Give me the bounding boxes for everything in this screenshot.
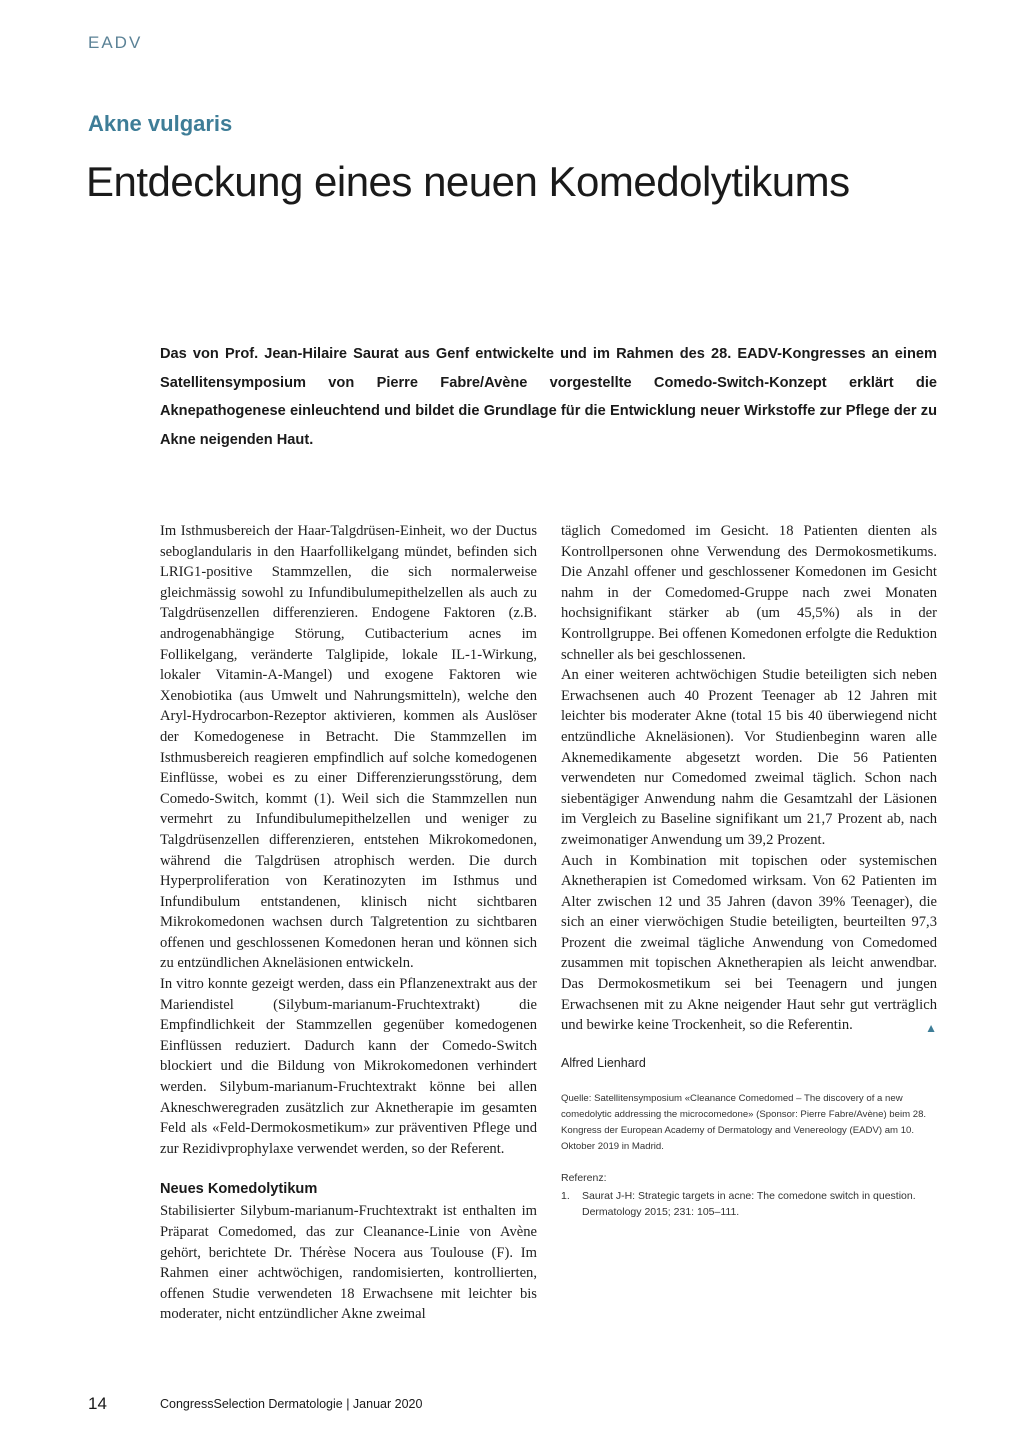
- right-column: [561, 521, 937, 1220]
- references-heading: Referenz:: [561, 1171, 607, 1184]
- body-paragraph: Im Isthmusbereich der Haar-Talgdrüsen-Einheit, wo der Ductus seboglandularis in den Haarfollikelgang mündet, befinden sich LRIG1-positive Stammzellen, die sich normalerweise gleichmässig sowohl zu Infundibulumepithelzellen als auch zu Talgdrüsenzellen differenzieren. Endogene Faktoren (z.B. androgenabhängige Störung, Cutibacterium acnes im Follikelgang, veränderte Talglipide, lokale IL-1-Wirkung, lokaler Vitamin-A-Mangel) und exogene Faktoren wie Xenobiotika (aus Umwelt und Nahrungsmitteln), welche den Aryl-Hydrocarbon-Rezeptor aktivieren, kommen als Auslöser der Komedogenese in Betracht. Die Stammzellen im Isthmusbereich reagieren empfindlich auf solche komedogenen Einflüsse, wobei es zu einer Differenzierungsstörung, dem Comedo-Switch, kommt (1). Weil sich die Stammzellen nun vermehrt zu Infundibulumepithelzellen und weniger zu Talgdrüsenzellen differenzieren, entstehen Mikrokomedonen, während die Talgdrüsen atrophisch werden. Die durch Hyperproliferation von Keratinozyten im Isthmus und Infundibulum entstandenen, klinisch nicht sichtbaren Mikrokomedonen wachsen durch Talgretention zu sichtbaren offenen und geschlossenen Komedonen heran und können sich zu entzündlichen Akneläsionen entwickeln.: [160, 523, 537, 972]
- body-paragraph-text: Auch in Kombination mit topischen oder systemischen Aknetherapien ist Comedomed wirksam. Von 62 Patienten im Alter zwischen 12 und 35 Jahren (davon 39% Teenager), die sich an einer vierwöchigen Studie beteiligten, beurteilten 97,3 Prozent die zweimal tägliche Anwendung von Comedomed zusammen mit topischen Aknetherapien als leicht anwendbar. Das Dermokosmetikum sei bei Teenagern und jungen Erwachsenen mit zu Akne neigender Haut sehr gut verträglich und bewirke keine Trockenheit, so die Referentin.: [561, 852, 937, 1034]
- body-paragraph: Stabilisierter Silybum-marianum-Fruchtextrakt ist enthalten im Präparat Comedomed, das zur Cleanance-Linie von Avène gehört, berichtete Dr. Thérèse Nocera aus Toulouse (F). Im Rahmen einer achtwöchigen, randomisierten, kontrollierten, offenen Studie verwendeten 18 Erwachsene mit leichter bis moderater, nicht entzündlicher Akne zweimal: [160, 1203, 537, 1323]
- body-paragraph-continued: täglich Comedomed im Gesicht. 18 Patienten dienten als Kontrollpersonen ohne Verwendung des Dermokosmetikums. Die Anzahl offener und geschlossener Komedonen im Gesicht nahm in der Comedomed-Gruppe nach zwei Monaten hochsignifikant stärker ab (um 45,5%) als in der Kontrollgruppe. Bei offenen Komedonen erfolgte die Reduktion schneller als bei geschlossenen.: [561, 523, 937, 663]
- body-paragraph: [561, 851, 937, 1036]
- end-triangle-icon: ▲: [925, 1021, 937, 1036]
- reference-number: 1.: [561, 1189, 570, 1202]
- lead-paragraph: Das von Prof. Jean-Hilaire Saurat aus Genf entwickelte und im Rahmen des 28. EADV-Kongresses an einem Satellitensymposium von Pierre Fabre/Avène vorgestellte Comedo-Switch-Konzept erklärt die Aknepathogenese einleuchtend und bildet die Grundlage für die Entwicklung neuer Wirkstoffe zur Pflege der zu Akne neigenden Haut.: [160, 346, 937, 448]
- page-number: 14: [88, 1394, 107, 1413]
- reference-text: Saurat J-H: Strategic targets in acne: The comedone switch in question. Dermatology 2015; 231: 105–111.: [582, 1189, 916, 1218]
- publication-footer: CongressSelection Dermatologie | Januar 2020: [160, 1397, 423, 1411]
- article-kicker: Akne vulgaris: [88, 111, 233, 136]
- section-label: EADV: [88, 33, 143, 52]
- subheading: Neues Komedolytikum: [160, 1181, 318, 1198]
- body-paragraph: An einer weiteren achtwöchigen Studie beteiligten sich neben Erwachsenen auch 40 Prozent Teenager ab 12 Jahren mit leichter bis moderater Akne (total 15 bis 40 überwiegend nicht entzündliche Akneläsionen). Vor Studienbeginn waren alle Aknemedikamente abgesetzt worden. Die 56 Patienten verwendeten nur Comedomed zweimal täglich. Schon nach siebentägiger Anwendung nahm die Gesamtzahl der Läsionen im Vergleich zu Baseline signifikant um 21,7 Prozent ab, nach zweimonatiger Anwendung um 39,2 Prozent.: [561, 667, 937, 848]
- left-column: [160, 521, 537, 1325]
- references-list: [561, 1188, 937, 1220]
- article-title: Entdeckung eines neuen Komedolytikums: [86, 158, 850, 205]
- author-name: Alfred Lienhard: [561, 1055, 646, 1070]
- body-paragraph: In vitro konnte gezeigt werden, dass ein Pflanzenextrakt aus der Mariendistel (Silybum-marianum-Fruchtextrakt) die Empfindlichkeit der Stammzellen gegenüber komedogenen Einflüssen reduziert. Dadurch kann der Comedo-Switch blockiert und die Bildung von Mikrokomedonen verhindert werden. Silybum-marianum-Fruchtextrakt könne bei allen Akneschweregraden zusätzlich zur Aknetherapie im gesamten Feld als «Feld-Dermokosmetikum» zur präventiven Pflege und zur Rezidivprophylaxe verwendet werden, so der Referent.: [160, 976, 537, 1157]
- source-note: Quelle: Satellitensymposium «Cleanance Comedomed – The discovery of a new comedolytic addressing the microcomedone» (Sponsor: Pierre Fabre/Avène) beim 28. Kongress der European Academy of Dermatology and Venereology (EADV) am 10. Oktober 2019 in Madrid.: [561, 1092, 927, 1152]
- reference-item: [561, 1188, 937, 1220]
